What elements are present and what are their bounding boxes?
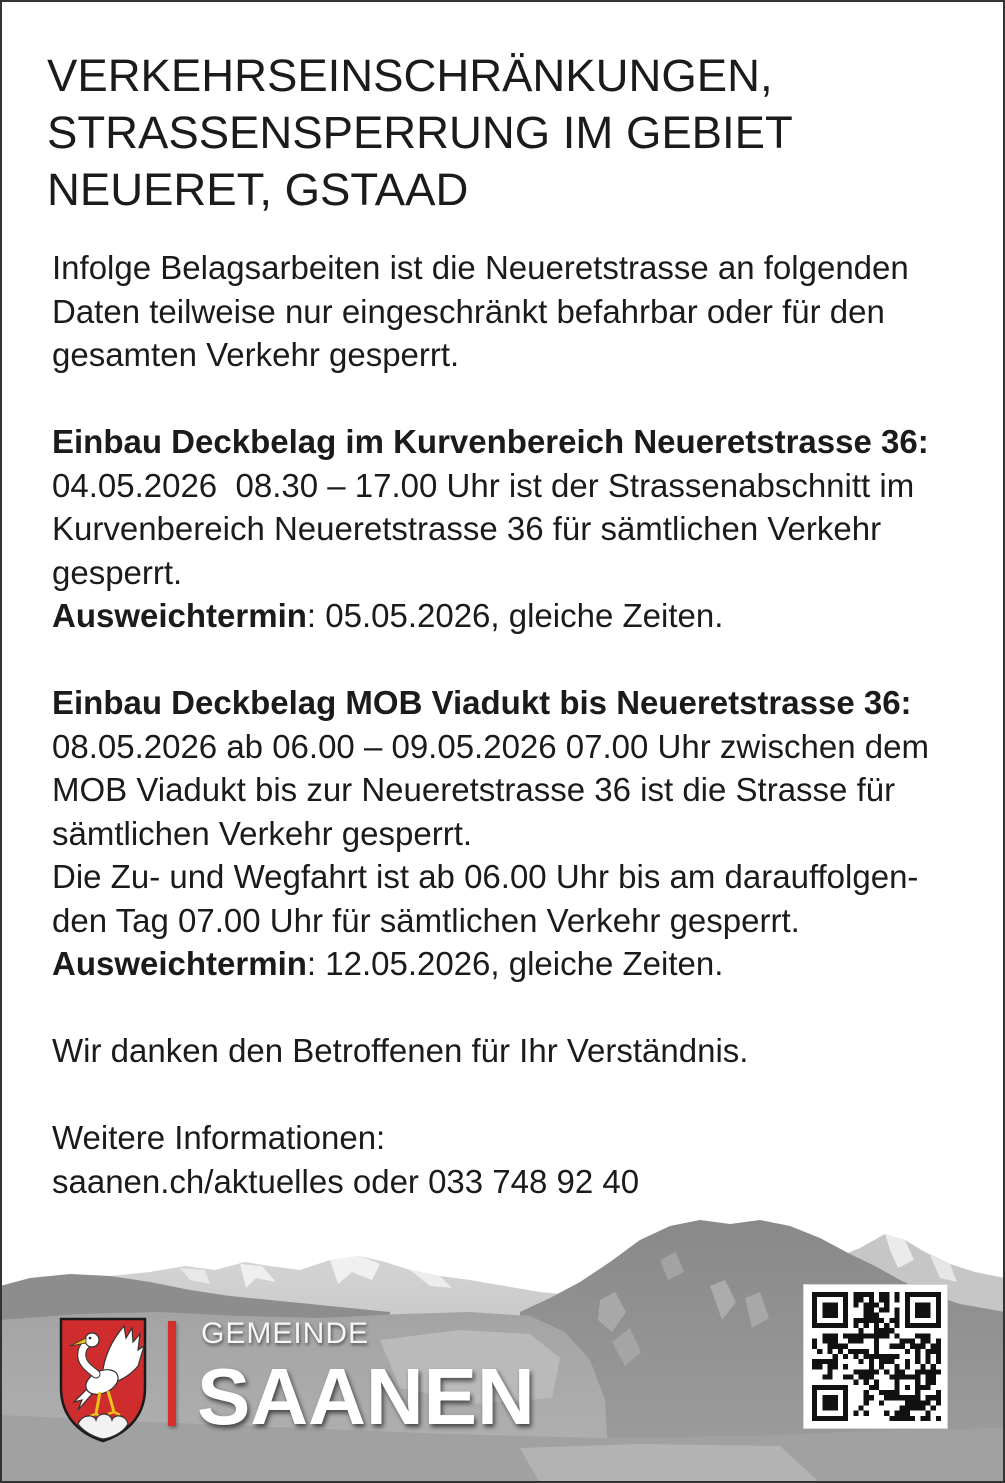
alternative-date-text: : 05.05.2026, gleiche Zeiten.	[306, 597, 724, 634]
section-heading: Einbau Deckbelag MOB Viadukt bis Neueretstrasse 36:	[52, 684, 912, 721]
title-line: NEUERET, GSTAAD	[47, 164, 469, 215]
saanen-coat-of-arms-icon	[58, 1316, 148, 1444]
intro-line: gesamten Verkehr gesperrt.	[52, 336, 460, 373]
logo-municipality-label: GEMEINDE	[201, 1317, 370, 1350]
alternative-date-line	[52, 942, 929, 986]
section-line: Die Zu- und Wegfahrt ist ab 06.00 Uhr bis am darauffolgen-	[52, 858, 919, 895]
section-line: 08.05.2026 ab 06.00 – 09.05.2026 07.00 Uhr zwischen dem	[52, 727, 929, 765]
info-paragraph	[52, 1116, 929, 1203]
thanks-line: Wir danken den Betroffenen für Ihr Verständnis.	[52, 1032, 749, 1069]
logo-divider-bar	[168, 1321, 176, 1426]
title-line: STRASSENSPERRUNG IM GEBIET	[47, 107, 793, 158]
alternative-date-text: : 12.05.2026, gleiche Zeiten.	[306, 945, 724, 982]
intro-paragraph	[52, 246, 929, 377]
section-line: Kurvenbereich Neueretstrasse 36 für sämtlichen Verkehr	[52, 510, 882, 547]
qr-code-icon	[812, 1292, 941, 1421]
info-heading: Weitere Informationen:	[52, 1119, 386, 1156]
logo-municipality-name: SAANEN	[197, 1352, 535, 1441]
section-mob-viadukt	[52, 681, 929, 986]
alternative-date-label: Ausweichtermin	[52, 597, 307, 634]
section-heading: Einbau Deckbelag im Kurvenbereich Neueretstrasse 36:	[52, 423, 929, 460]
qr-modules	[812, 1292, 941, 1421]
section-line: sämtlichen Verkehr gesperrt.	[52, 814, 473, 852]
notice-title	[47, 47, 793, 218]
section-line: gesperrt.	[52, 553, 183, 591]
thanks-paragraph	[52, 1029, 929, 1073]
section-line: den Tag 07.00 Uhr für sämtlichen Verkehr gesperrt.	[52, 901, 800, 939]
foreground-light	[520, 1444, 820, 1483]
section-line: 04.05.2026 08.30 – 17.00 Uhr ist der Strassenabschnitt im	[52, 466, 915, 504]
alternative-date-label: Ausweichtermin	[52, 945, 307, 982]
title-line: VERKEHRSEINSCHRÄNKUNGEN,	[47, 50, 773, 101]
contact-line: saanen.ch/aktuelles oder 033 748 92 40	[52, 1162, 640, 1200]
intro-line: Infolge Belagsarbeiten ist die Neueretstrasse an folgenden	[52, 249, 909, 286]
intro-line: Daten teilweise nur eingeschränkt befahrbar oder für den	[52, 292, 885, 330]
section-line: MOB Viadukt bis zur Neueretstrasse 36 ist die Strasse für	[52, 771, 896, 808]
notice-body	[52, 246, 929, 1203]
alternative-date-line	[52, 594, 929, 638]
section-kurvenbereich	[52, 420, 929, 638]
